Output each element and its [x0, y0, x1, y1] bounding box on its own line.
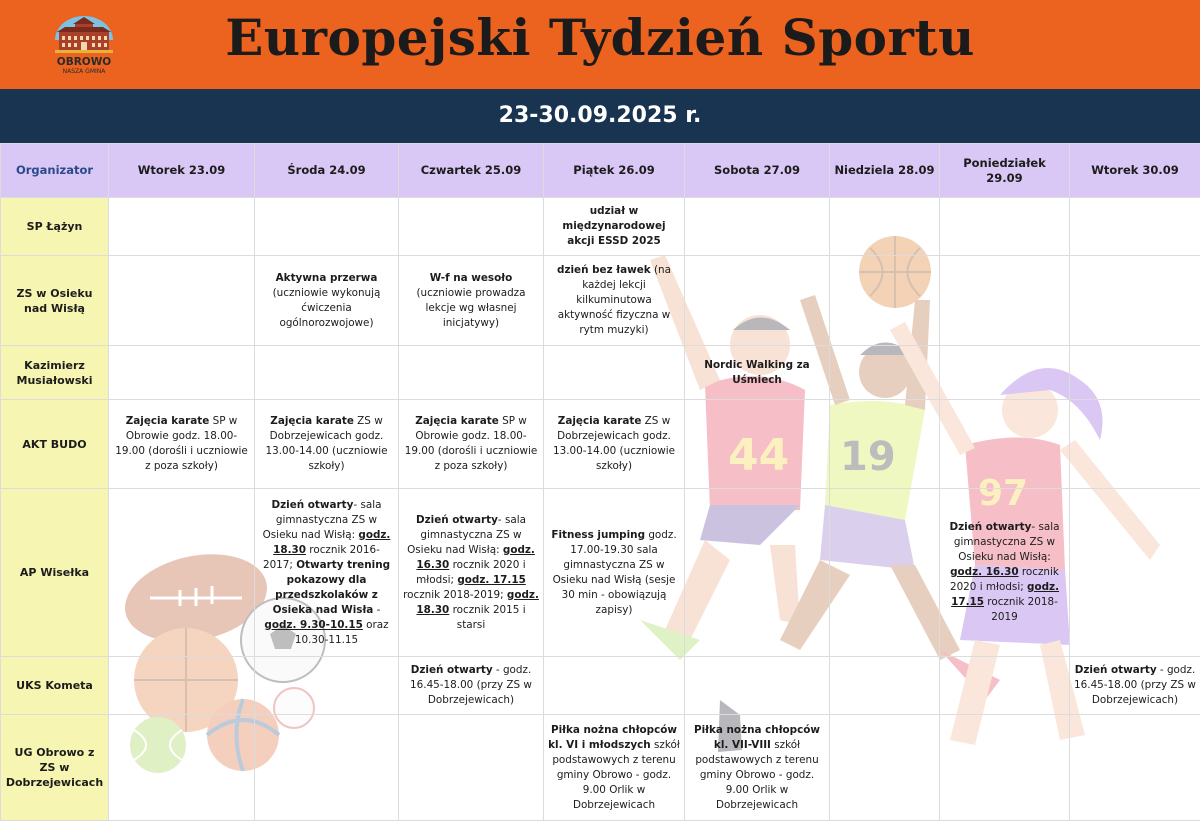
event-details: (uczniowie wykonują ćwiczenia ogólnorozwojowe) — [272, 286, 381, 329]
event-cell — [399, 256, 544, 346]
event-details: - sala gimnastyczna ZS w Osieku nad Wisłą: — [262, 498, 382, 541]
event-time: godz. 16.30 — [416, 543, 535, 571]
event-time: godz. 18.30 — [273, 528, 391, 556]
organizer-cell: ZS w Osieku nad Wisłą — [1, 256, 109, 346]
event-time: godz. 9.30-10.15 — [264, 618, 363, 631]
event-details: rocznik 2018-2019; — [403, 588, 507, 601]
event-name: Piłka nożna chłopców kl. VII-VIII — [693, 723, 821, 751]
empty-cell — [830, 256, 940, 346]
header-day: Wtorek 23.09 — [109, 144, 255, 198]
schedule-table — [0, 143, 1200, 821]
table-row — [1, 400, 1200, 489]
event-name: Dzień otwarty — [1074, 664, 1157, 676]
empty-cell — [399, 198, 544, 256]
event-name: dzień bez ławek — [557, 264, 651, 276]
event-name: Aktywna przerwa — [275, 271, 378, 284]
empty-cell — [940, 198, 1070, 256]
organizer-cell: Kazimierz Musiałowski — [1, 346, 109, 400]
empty-cell — [109, 198, 255, 256]
event-name: Dzień otwarty — [416, 513, 498, 526]
empty-cell — [685, 400, 830, 489]
event-cell — [685, 346, 830, 400]
event-cell — [109, 400, 255, 489]
empty-cell — [685, 198, 830, 256]
event-name: Piłka nożna chłopców kl. VI i młodszych — [548, 723, 678, 751]
event-cell — [399, 489, 544, 657]
empty-cell — [940, 400, 1070, 489]
event-name: W-f na wesoło — [429, 271, 513, 284]
header-day: Niedziela 28.09 — [830, 144, 940, 198]
event-details: godz. 17.00-19.30 sala gimnastyczna ZS w Osieku nad Wisłą (sesje 30 min - obowiązują zapisy) — [552, 528, 677, 616]
organizer-cell: AKT BUDO — [1, 400, 109, 489]
empty-cell — [1070, 400, 1200, 489]
logo-subtitle: NASZA GMINA — [62, 68, 106, 75]
empty-cell — [830, 715, 940, 821]
event-cell — [255, 489, 399, 657]
event-cell — [399, 400, 544, 489]
event-name: Zajęcia karate — [270, 415, 354, 427]
event-details: SP w Obrowie godz. 18.00-19.00 (dorośli i uczniowie z poza szkoły) — [115, 415, 248, 472]
event-name: Zajęcia karate — [415, 415, 499, 427]
event-cell — [544, 256, 685, 346]
event-details: SP w Obrowie godz. 18.00-19.00 (dorośli i uczniowie z poza szkoły) — [404, 415, 538, 472]
empty-cell — [1070, 256, 1200, 346]
event-cell — [685, 715, 830, 821]
event-details: - sala gimnastyczna ZS w Osieku nad Wisłą: — [407, 513, 526, 556]
table-row — [1, 657, 1200, 715]
svg-text:19: 19 — [840, 434, 896, 480]
event-details: oraz 10.30-11.15 — [294, 618, 389, 646]
svg-text:44: 44 — [728, 430, 790, 481]
event-time: godz. 17.15 — [951, 581, 1060, 608]
empty-cell — [109, 256, 255, 346]
empty-cell — [255, 346, 399, 400]
event-cell — [1070, 657, 1200, 715]
empty-cell — [255, 657, 399, 715]
table-row — [1, 198, 1200, 256]
event-name: udział w międzynarodowej akcji ESSD 2025 — [562, 205, 666, 247]
empty-cell — [109, 715, 255, 821]
event-cell — [399, 657, 544, 715]
event-details: - godz. 16.45-18.00 (przy ZS w Dobrzejewicach) — [1074, 664, 1196, 706]
organizer-cell: UKS Kometa — [1, 657, 109, 715]
event-cell — [255, 400, 399, 489]
event-cell — [544, 400, 685, 489]
event-details: rocznik 2016-2017; — [262, 543, 380, 571]
event-details: rocznik 2020 i młodsi; — [949, 566, 1059, 593]
empty-cell — [830, 657, 940, 715]
empty-cell — [830, 489, 940, 657]
date-range: 23-30.09.2025 r. — [0, 89, 1200, 143]
event-details: (uczniowie prowadza lekcje wg własnej inicjatywy) — [416, 286, 526, 329]
obrowo-logo — [44, 12, 124, 80]
event-name: Zajęcia karate — [125, 415, 210, 427]
event-details: - sala gimnastyczna ZS w Osieku nad Wisłą: — [953, 521, 1060, 563]
empty-cell — [1070, 198, 1200, 256]
header-day: Wtorek 30.09 — [1070, 144, 1200, 198]
event-details: rocznik 2020 i młodsi; — [416, 558, 526, 586]
empty-cell — [1070, 489, 1200, 657]
empty-cell — [1070, 346, 1200, 400]
empty-cell — [940, 657, 1070, 715]
event-name: Fitness jumping — [551, 528, 646, 541]
empty-cell — [1070, 715, 1200, 821]
svg-text:97: 97 — [978, 473, 1029, 514]
event-details: - godz. 16.45-18.00 (przy ZS w Dobrzejewicach) — [410, 664, 532, 706]
event-details: rocznik 2018-2019 — [984, 596, 1058, 623]
organizer-cell: SP Łążyn — [1, 198, 109, 256]
empty-cell — [544, 346, 685, 400]
header-day: Środa 24.09 — [255, 144, 399, 198]
event-cell — [544, 489, 685, 657]
page-title: Europejski Tydzień Sportu — [225, 8, 975, 67]
event-details: ZS w Dobrzejewicach godz. 13.00-14.00 (uczniowie szkoły) — [265, 415, 388, 472]
empty-cell — [109, 489, 255, 657]
logo-name: OBROWO — [56, 56, 112, 68]
event-name: Otwarty trening pokazowy dla przedszkolaków z Osieka nad Wisła — [272, 558, 391, 616]
header-day: Czwartek 25.09 — [399, 144, 544, 198]
empty-cell — [255, 198, 399, 256]
event-details: szkół podstawowych z terenu gminy Obrowo - godz. 9.00 Orlik w Dobrzejewicach — [695, 738, 819, 811]
palace-emblem-icon — [45, 12, 123, 56]
event-cell — [544, 198, 685, 256]
table-row — [1, 256, 1200, 346]
event-name: Dzień otwarty — [949, 521, 1032, 533]
empty-cell — [544, 657, 685, 715]
empty-cell — [685, 657, 830, 715]
event-time: godz. 16.30 — [950, 566, 1019, 578]
empty-cell — [830, 346, 940, 400]
empty-cell — [940, 346, 1070, 400]
empty-cell — [685, 256, 830, 346]
empty-cell — [940, 715, 1070, 821]
event-name: Zajęcia karate — [557, 415, 642, 427]
table-row — [1, 346, 1200, 400]
header-row — [1, 144, 1200, 198]
table-row — [1, 715, 1200, 821]
empty-cell — [940, 256, 1070, 346]
empty-cell — [685, 489, 830, 657]
empty-cell — [399, 715, 544, 821]
empty-cell — [830, 400, 940, 489]
header-organizer: Organizator — [1, 144, 109, 198]
header-day: Piątek 26.09 — [544, 144, 685, 198]
event-time: godz. 18.30 — [416, 588, 539, 616]
table-row — [1, 489, 1200, 657]
event-time: godz. 17.15 — [457, 573, 526, 586]
event-cell — [255, 256, 399, 346]
event-details: ZS w Dobrzejewicach godz. 13.00-14.00 (uczniowie szkoły) — [553, 415, 675, 472]
empty-cell — [399, 346, 544, 400]
header-day: Sobota 27.09 — [685, 144, 830, 198]
event-name: Nordic Walking za Uśmiech — [704, 358, 810, 386]
event-name: Dzień otwarty — [271, 498, 354, 511]
event-details: (na każdej lekcji kilkuminutowa aktywność fizyczna w rytm muzyki) — [557, 264, 671, 336]
empty-cell — [109, 346, 255, 400]
event-cell — [940, 489, 1070, 657]
event-details: - — [373, 603, 381, 616]
header-day: Poniedziałek 29.09 — [940, 144, 1070, 198]
empty-cell — [830, 198, 940, 256]
empty-cell — [109, 657, 255, 715]
event-name: Dzień otwarty — [410, 664, 493, 676]
organizer-cell: AP Wisełka — [1, 489, 109, 657]
event-cell — [544, 715, 685, 821]
organizer-cell: UG Obrowo z ZS w Dobrzejewicach — [1, 715, 109, 821]
event-details: rocznik 2015 i starsi — [449, 603, 526, 631]
event-details: szkół podstawowych z terenu gminy Obrowo - godz. 9.00 Orlik w Dobrzejewicach — [552, 738, 680, 811]
empty-cell — [255, 715, 399, 821]
